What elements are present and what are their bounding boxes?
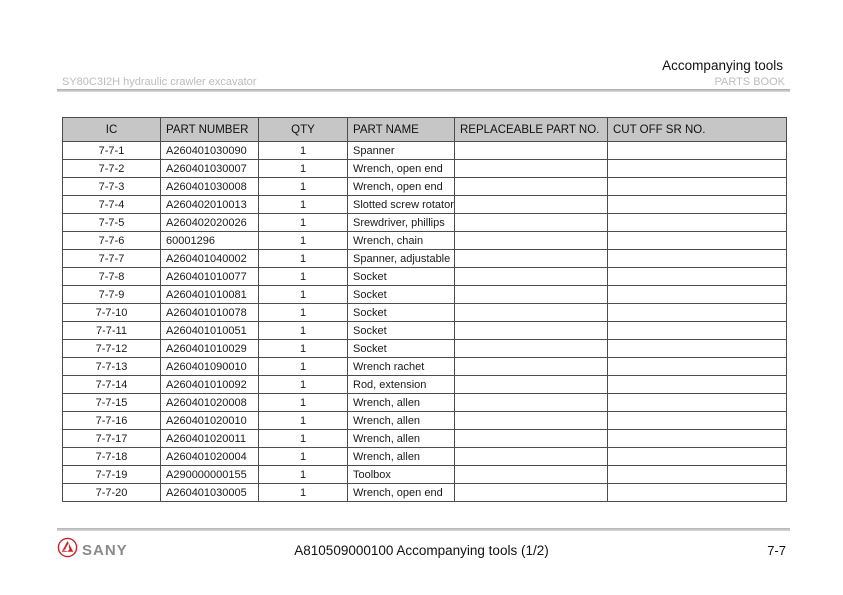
cell-cut-off [608, 340, 787, 358]
table-header-row [63, 118, 787, 142]
cell-ic: 7-7-8 [63, 268, 161, 286]
cell-cut-off [608, 214, 787, 232]
cell-ic: 7-7-19 [63, 466, 161, 484]
cell-part-name: Wrench rachet [348, 358, 455, 376]
table-row [63, 394, 787, 412]
cell-qty: 1 [259, 232, 348, 250]
table-row [63, 268, 787, 286]
cell-qty: 1 [259, 304, 348, 322]
cell-ic: 7-7-13 [63, 358, 161, 376]
sany-brand [57, 537, 128, 563]
cell-part-name: Slotted screw rotator [348, 196, 455, 214]
cell-replaceable [455, 358, 608, 376]
parts-table [62, 117, 787, 502]
cell-qty: 1 [259, 430, 348, 448]
cell-ic: 7-7-3 [63, 178, 161, 196]
cell-ic: 7-7-2 [63, 160, 161, 178]
table-row [63, 340, 787, 358]
table-row [63, 142, 787, 160]
cell-part-name: Wrench, open end [348, 484, 455, 502]
section-title: Accompanying tools [662, 58, 783, 73]
cell-replaceable [455, 196, 608, 214]
cell-part-number: A260401040002 [161, 250, 259, 268]
cell-cut-off [608, 250, 787, 268]
cell-part-number: A260401010092 [161, 376, 259, 394]
cell-replaceable [455, 304, 608, 322]
cell-part-name: Socket [348, 340, 455, 358]
cell-part-number: A260401020008 [161, 394, 259, 412]
cell-part-number: A290000000155 [161, 466, 259, 484]
cell-qty: 1 [259, 142, 348, 160]
cell-part-number: A260401030007 [161, 160, 259, 178]
cell-replaceable [455, 412, 608, 430]
table-row [63, 376, 787, 394]
cell-ic: 7-7-14 [63, 376, 161, 394]
cell-ic: 7-7-10 [63, 304, 161, 322]
table-row [63, 286, 787, 304]
cell-ic: 7-7-15 [63, 394, 161, 412]
cell-part-name: Wrench, allen [348, 412, 455, 430]
cell-part-name: Spanner, adjustable [348, 250, 455, 268]
table-row [63, 196, 787, 214]
cell-part-number: A260401010051 [161, 322, 259, 340]
cell-cut-off [608, 430, 787, 448]
table-row [63, 304, 787, 322]
cell-cut-off [608, 304, 787, 322]
cell-replaceable [455, 232, 608, 250]
cell-replaceable [455, 286, 608, 304]
cell-replaceable [455, 484, 608, 502]
page-number: 7-7 [767, 542, 786, 558]
cell-replaceable [455, 178, 608, 196]
book-name: PARTS BOOK [714, 76, 785, 88]
cell-ic: 7-7-7 [63, 250, 161, 268]
cell-qty: 1 [259, 196, 348, 214]
column-header-part-name: PART NAME [348, 118, 455, 142]
table-row [63, 430, 787, 448]
cell-qty: 1 [259, 412, 348, 430]
cell-part-name: Socket [348, 286, 455, 304]
cell-part-name: Wrench, allen [348, 448, 455, 466]
cell-qty: 1 [259, 214, 348, 232]
cell-ic: 7-7-17 [63, 430, 161, 448]
cell-qty: 1 [259, 340, 348, 358]
cell-part-number: A260401020004 [161, 448, 259, 466]
cell-part-number: A260401030005 [161, 484, 259, 502]
cell-part-name: Wrench, allen [348, 394, 455, 412]
table-row [63, 250, 787, 268]
cell-part-name: Wrench, open end [348, 160, 455, 178]
doc-code: A810509000100 Accompanying tools (1/2) [294, 542, 549, 558]
column-header-cut-off: CUT OFF SR NO. [608, 118, 787, 142]
table-row [63, 448, 787, 466]
table-row [63, 322, 787, 340]
column-header-replaceable: REPLACEABLE PART NO. [455, 118, 608, 142]
cell-part-number: A260401090010 [161, 358, 259, 376]
cell-replaceable [455, 142, 608, 160]
cell-cut-off [608, 376, 787, 394]
cell-cut-off [608, 412, 787, 430]
cell-part-number: A260401030090 [161, 142, 259, 160]
cell-qty: 1 [259, 376, 348, 394]
cell-qty: 1 [259, 268, 348, 286]
cell-part-number: A260401030008 [161, 178, 259, 196]
cell-cut-off [608, 286, 787, 304]
cell-replaceable [455, 466, 608, 484]
cell-part-number: A260402010013 [161, 196, 259, 214]
cell-qty: 1 [259, 358, 348, 376]
cell-ic: 7-7-5 [63, 214, 161, 232]
cell-cut-off [608, 466, 787, 484]
cell-part-name: Wrench, open end [348, 178, 455, 196]
cell-cut-off [608, 178, 787, 196]
cell-replaceable [455, 268, 608, 286]
cell-qty: 1 [259, 178, 348, 196]
cell-replaceable [455, 214, 608, 232]
table-row [63, 160, 787, 178]
cell-part-name: Socket [348, 268, 455, 286]
cell-part-number: A260402020026 [161, 214, 259, 232]
cell-replaceable [455, 376, 608, 394]
column-header-ic: IC [63, 118, 161, 142]
cell-part-name: Socket [348, 322, 455, 340]
brand-name: SANY [82, 541, 128, 559]
cell-cut-off [608, 268, 787, 286]
cell-qty: 1 [259, 286, 348, 304]
cell-cut-off [608, 160, 787, 178]
cell-part-name: Wrench, allen [348, 430, 455, 448]
cell-cut-off [608, 142, 787, 160]
cell-part-name: Rod, extension [348, 376, 455, 394]
cell-ic: 7-7-4 [63, 196, 161, 214]
cell-qty: 1 [259, 250, 348, 268]
sany-logo-icon [57, 537, 78, 563]
cell-ic: 7-7-9 [63, 286, 161, 304]
cell-part-name: Wrench, chain [348, 232, 455, 250]
cell-ic: 7-7-6 [63, 232, 161, 250]
cell-part-number: A260401020011 [161, 430, 259, 448]
cell-part-number: A260401010029 [161, 340, 259, 358]
cell-qty: 1 [259, 448, 348, 466]
table-row [63, 358, 787, 376]
cell-cut-off [608, 232, 787, 250]
cell-replaceable [455, 340, 608, 358]
cell-cut-off [608, 196, 787, 214]
cell-ic: 7-7-18 [63, 448, 161, 466]
cell-part-name: Socket [348, 304, 455, 322]
column-header-part-number: PART NUMBER [161, 118, 259, 142]
cell-qty: 1 [259, 322, 348, 340]
page-header-row [62, 76, 785, 88]
table-row [63, 466, 787, 484]
table-row [63, 178, 787, 196]
cell-qty: 1 [259, 466, 348, 484]
column-header-qty: QTY [259, 118, 348, 142]
cell-ic: 7-7-12 [63, 340, 161, 358]
cell-part-number: A260401010077 [161, 268, 259, 286]
cell-part-number: 60001296 [161, 232, 259, 250]
cell-cut-off [608, 322, 787, 340]
cell-replaceable [455, 394, 608, 412]
cell-replaceable [455, 322, 608, 340]
cell-qty: 1 [259, 394, 348, 412]
table-row [63, 484, 787, 502]
parts-table-body [63, 142, 787, 502]
cell-qty: 1 [259, 484, 348, 502]
cell-ic: 7-7-11 [63, 322, 161, 340]
table-row [63, 412, 787, 430]
cell-cut-off [608, 448, 787, 466]
cell-cut-off [608, 358, 787, 376]
header-divider [57, 89, 790, 92]
page-footer [57, 537, 786, 563]
cell-part-name: Srewdriver, phillips [348, 214, 455, 232]
cell-qty: 1 [259, 160, 348, 178]
footer-divider [57, 528, 790, 531]
cell-replaceable [455, 160, 608, 178]
table-row [63, 232, 787, 250]
model-name: SY80C3I2H hydraulic crawler excavator [62, 76, 257, 88]
cell-replaceable [455, 448, 608, 466]
cell-part-number: A260401010081 [161, 286, 259, 304]
cell-ic: 7-7-20 [63, 484, 161, 502]
cell-part-name: Toolbox [348, 466, 455, 484]
table-row [63, 214, 787, 232]
cell-part-number: A260401010078 [161, 304, 259, 322]
cell-ic: 7-7-1 [63, 142, 161, 160]
cell-ic: 7-7-16 [63, 412, 161, 430]
cell-cut-off [608, 484, 787, 502]
cell-part-name: Spanner [348, 142, 455, 160]
cell-replaceable [455, 430, 608, 448]
cell-cut-off [608, 394, 787, 412]
cell-part-number: A260401020010 [161, 412, 259, 430]
cell-replaceable [455, 250, 608, 268]
